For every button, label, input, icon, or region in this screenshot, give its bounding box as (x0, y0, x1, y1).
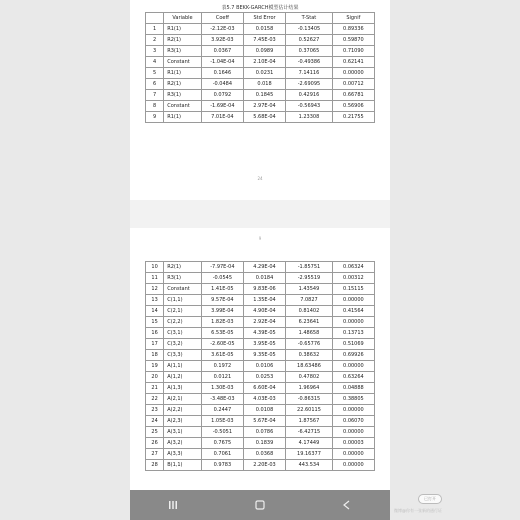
table-cell: 0.47802 (286, 372, 333, 383)
table-cell: 1.41E-05 (201, 284, 243, 295)
table-cell: 3.61E-05 (201, 350, 243, 361)
table-row (146, 394, 375, 405)
table-row (146, 57, 375, 68)
table-cell: 9 (146, 112, 164, 123)
table-cell: 0.0989 (243, 46, 285, 57)
table-cell: -1.04E-04 (201, 57, 243, 68)
table-cell: 0.69926 (332, 350, 374, 361)
table-cell: 4 (146, 57, 164, 68)
table-row (146, 405, 375, 416)
table-cell: 18.63486 (286, 361, 333, 372)
table-cell: C(3,3) (164, 350, 202, 361)
table-cell: 6.23641 (286, 317, 333, 328)
table-cell: 1.35E-04 (243, 295, 285, 306)
table-cell: 4.03E-03 (243, 394, 285, 405)
table-cell: 0.71090 (332, 46, 374, 57)
document-page-1 (130, 0, 390, 200)
table-header-cell: Signif (332, 13, 374, 24)
table-cell: 0.63264 (332, 372, 374, 383)
table-cell: 0.00000 (332, 405, 374, 416)
table-cell: -0.0545 (201, 273, 243, 284)
table-cell: R3(1) (164, 90, 202, 101)
table-cell: C(2,2) (164, 317, 202, 328)
table-cell: 0.89336 (332, 24, 374, 35)
table-cell: 22.60115 (286, 405, 333, 416)
table-cell: R2(1) (164, 79, 202, 90)
navigation-bar (130, 490, 390, 520)
table-cell: 3.92E-03 (201, 35, 243, 46)
estimation-table-part-2 (145, 261, 375, 471)
table-cell: 0.56906 (332, 101, 374, 112)
table-row (146, 427, 375, 438)
table-cell: 12 (146, 284, 164, 295)
estimation-table-part-1 (145, 12, 375, 123)
table-cell: C(2,1) (164, 306, 202, 317)
document-page-2 (130, 228, 390, 520)
menu-icon[interactable] (165, 497, 181, 513)
table-cell: -0.86315 (286, 394, 333, 405)
table-row (146, 449, 375, 460)
table-header-cell: Variable (164, 13, 202, 24)
table-cell: 17 (146, 339, 164, 350)
table-header-cell (146, 13, 164, 24)
table-cell: 19 (146, 361, 164, 372)
table-cell: -2.95519 (286, 273, 333, 284)
table-cell: 3.99E-04 (201, 306, 243, 317)
page-mark: 9 (258, 236, 262, 241)
table-cell: 1.23308 (286, 112, 333, 123)
page-separator (130, 200, 390, 228)
table-row (146, 416, 375, 427)
table-cell: 0.38805 (332, 394, 374, 405)
table-cell: 1.82E-03 (201, 317, 243, 328)
table-cell: 0.2447 (201, 405, 243, 416)
table-cell: -2.12E-03 (201, 24, 243, 35)
table-cell: 2.92E-04 (243, 317, 285, 328)
table-cell: 7.45E-03 (243, 35, 285, 46)
table-header-cell: Coeff (201, 13, 243, 24)
table-cell: 3 (146, 46, 164, 57)
table-row (146, 262, 375, 273)
table-cell: A(2,2) (164, 405, 202, 416)
table-cell: 0.06070 (332, 416, 374, 427)
table-cell: A(1,1) (164, 361, 202, 372)
table-cell: R1(1) (164, 68, 202, 79)
table-row (146, 460, 375, 471)
table-cell: 0.00000 (332, 460, 374, 471)
table-cell: 1 (146, 24, 164, 35)
table-cell: 4.17449 (286, 438, 333, 449)
table-caption: 表5.7 BEKK-GARCH模型估计结果 (221, 5, 299, 11)
table-cell: B(1,1) (164, 460, 202, 471)
table-row (146, 295, 375, 306)
table-cell: 0.52627 (286, 35, 333, 46)
table-cell: 0.00000 (332, 317, 374, 328)
table-cell: 27 (146, 449, 164, 460)
table-cell: 0.00712 (332, 79, 374, 90)
table-cell: 8 (146, 101, 164, 112)
table-row (146, 438, 375, 449)
table-row (146, 24, 375, 35)
table-row (146, 112, 375, 123)
table-cell: 443.534 (286, 460, 333, 471)
table-row (146, 372, 375, 383)
table-cell: 0.0108 (243, 405, 285, 416)
table-cell: 0.00312 (332, 273, 374, 284)
table-cell: A(3,3) (164, 449, 202, 460)
table-cell: 2.20E-03 (243, 460, 285, 471)
table-cell: 0.06324 (332, 262, 374, 273)
table-cell: 16 (146, 328, 164, 339)
table-cell: 13 (146, 295, 164, 306)
table-cell: -0.13405 (286, 24, 333, 35)
table-cell: 0.81402 (286, 306, 333, 317)
table-cell: 2.10E-04 (243, 57, 285, 68)
table-header-row (146, 13, 375, 24)
table-cell: 0.1972 (201, 361, 243, 372)
table-cell: 7.01E-04 (201, 112, 243, 123)
table-row (146, 90, 375, 101)
table-row (146, 306, 375, 317)
table-cell: A(1,2) (164, 372, 202, 383)
table-row (146, 328, 375, 339)
table-cell: 4.90E-04 (243, 306, 285, 317)
table-cell: 0.00000 (332, 361, 374, 372)
table-cell: 3.95E-05 (243, 339, 285, 350)
table-cell: 24 (146, 416, 164, 427)
table-cell: 5.68E-04 (243, 112, 285, 123)
table-cell: C(3,1) (164, 328, 202, 339)
table-cell: R3(1) (164, 273, 202, 284)
table-cell: 0.7061 (201, 449, 243, 460)
table-cell: 0.0184 (243, 273, 285, 284)
table-row (146, 317, 375, 328)
table-cell: 0.37065 (286, 46, 333, 57)
table-cell: 0.62141 (332, 57, 374, 68)
watermark-text: 微博@你有一张新的通行证 (394, 508, 442, 513)
table-cell: -0.5051 (201, 427, 243, 438)
table-cell: -3.48E-03 (201, 394, 243, 405)
table-cell: 1.43549 (286, 284, 333, 295)
table-cell: 22 (146, 394, 164, 405)
table-cell: R1(1) (164, 112, 202, 123)
table-cell: 18 (146, 350, 164, 361)
table-cell: 0.41564 (332, 306, 374, 317)
table-cell: A(1,3) (164, 383, 202, 394)
table-row (146, 79, 375, 90)
back-icon[interactable] (339, 497, 355, 513)
table-cell: -2.60E-05 (201, 339, 243, 350)
table-cell: 5 (146, 68, 164, 79)
table-cell: Constant (164, 101, 202, 112)
table-cell: 0.59870 (332, 35, 374, 46)
table-cell: 7.0827 (286, 295, 333, 306)
table-cell: 0.66781 (332, 90, 374, 101)
table-cell: 25 (146, 427, 164, 438)
table-cell: 1.48658 (286, 328, 333, 339)
table-cell: C(3,2) (164, 339, 202, 350)
table-cell: R2(1) (164, 262, 202, 273)
table-row (146, 35, 375, 46)
table-cell: 4.39E-05 (243, 328, 285, 339)
table-cell: 9.57E-04 (201, 295, 243, 306)
table-cell: 20 (146, 372, 164, 383)
watermark-badge: 已打开 (418, 494, 442, 504)
table-cell: 0.1646 (201, 68, 243, 79)
table-cell: 0.9783 (201, 460, 243, 471)
table-row (146, 350, 375, 361)
table-cell: 9.83E-06 (243, 284, 285, 295)
table-cell: 0.018 (243, 79, 285, 90)
table-cell: -0.56943 (286, 101, 333, 112)
table-row (146, 339, 375, 350)
table-cell: R1(1) (164, 24, 202, 35)
table-cell: -0.65776 (286, 339, 333, 350)
table-cell: 0.38632 (286, 350, 333, 361)
table-cell: -0.0484 (201, 79, 243, 90)
table-row (146, 273, 375, 284)
table-cell: -7.97E-04 (201, 262, 243, 273)
table-cell: 0.00000 (332, 427, 374, 438)
table-cell: 6 (146, 79, 164, 90)
table-cell: 7 (146, 90, 164, 101)
table-cell: 0.00003 (332, 438, 374, 449)
table-cell: 1.87567 (286, 416, 333, 427)
table-cell: 0.0158 (243, 24, 285, 35)
table-cell: 28 (146, 460, 164, 471)
table-cell: 0.21755 (332, 112, 374, 123)
table-cell: 0.0786 (243, 427, 285, 438)
table-cell: 0.04888 (332, 383, 374, 394)
table-header-cell: T-Stat (286, 13, 333, 24)
table-cell: 0.1845 (243, 90, 285, 101)
table-cell: 2 (146, 35, 164, 46)
table-cell: 0.00000 (332, 68, 374, 79)
table-cell: C(1,1) (164, 295, 202, 306)
table-cell: 0.15115 (332, 284, 374, 295)
table-cell: 9.35E-05 (243, 350, 285, 361)
table-cell: 0.0368 (243, 449, 285, 460)
table-cell: 0.0253 (243, 372, 285, 383)
table-header-cell: Std Error (243, 13, 285, 24)
table-cell: 6.60E-04 (243, 383, 285, 394)
table-cell: 23 (146, 405, 164, 416)
table-cell: R2(1) (164, 35, 202, 46)
table-cell: -6.42715 (286, 427, 333, 438)
table-cell: 1.05E-03 (201, 416, 243, 427)
table-row (146, 361, 375, 372)
table-cell: A(2,1) (164, 394, 202, 405)
table-cell: 0.0121 (201, 372, 243, 383)
table-cell: 0.42916 (286, 90, 333, 101)
table-cell: 0.0367 (201, 46, 243, 57)
table-cell: 0.7675 (201, 438, 243, 449)
table-cell: 1.30E-03 (201, 383, 243, 394)
table-cell: 0.1839 (243, 438, 285, 449)
table-cell: 1.96964 (286, 383, 333, 394)
table-cell: A(3,1) (164, 427, 202, 438)
table-cell: 0.13713 (332, 328, 374, 339)
table-cell: -1.69E-04 (201, 101, 243, 112)
table-cell: 6.53E-05 (201, 328, 243, 339)
table-cell: 0.51069 (332, 339, 374, 350)
table-cell: 14 (146, 306, 164, 317)
home-icon[interactable] (252, 497, 268, 513)
table-cell: 21 (146, 383, 164, 394)
table-cell: 0.00000 (332, 449, 374, 460)
table-cell: 15 (146, 317, 164, 328)
table-cell: -0.49386 (286, 57, 333, 68)
page-number: 24 (257, 176, 263, 181)
table-cell: A(3,2) (164, 438, 202, 449)
table-cell: 0.0106 (243, 361, 285, 372)
table-row (146, 101, 375, 112)
table-cell: 5.67E-04 (243, 416, 285, 427)
table-cell: -1.85751 (286, 262, 333, 273)
table-row (146, 284, 375, 295)
table-cell: 7.14116 (286, 68, 333, 79)
table-cell: 0.0792 (201, 90, 243, 101)
table-row (146, 383, 375, 394)
table-row (146, 68, 375, 79)
table-cell: A(2,3) (164, 416, 202, 427)
table-cell: -2.69095 (286, 79, 333, 90)
table-cell: 10 (146, 262, 164, 273)
table-cell: 26 (146, 438, 164, 449)
table-cell: Constant (164, 284, 202, 295)
table-cell: 0.0231 (243, 68, 285, 79)
table-cell: 2.97E-04 (243, 101, 285, 112)
table-cell: 11 (146, 273, 164, 284)
table-cell: R3(1) (164, 46, 202, 57)
table-cell: 0.00000 (332, 295, 374, 306)
table-row (146, 46, 375, 57)
table-cell: 19.16377 (286, 449, 333, 460)
table-cell: Constant (164, 57, 202, 68)
table-cell: 4.29E-04 (243, 262, 285, 273)
